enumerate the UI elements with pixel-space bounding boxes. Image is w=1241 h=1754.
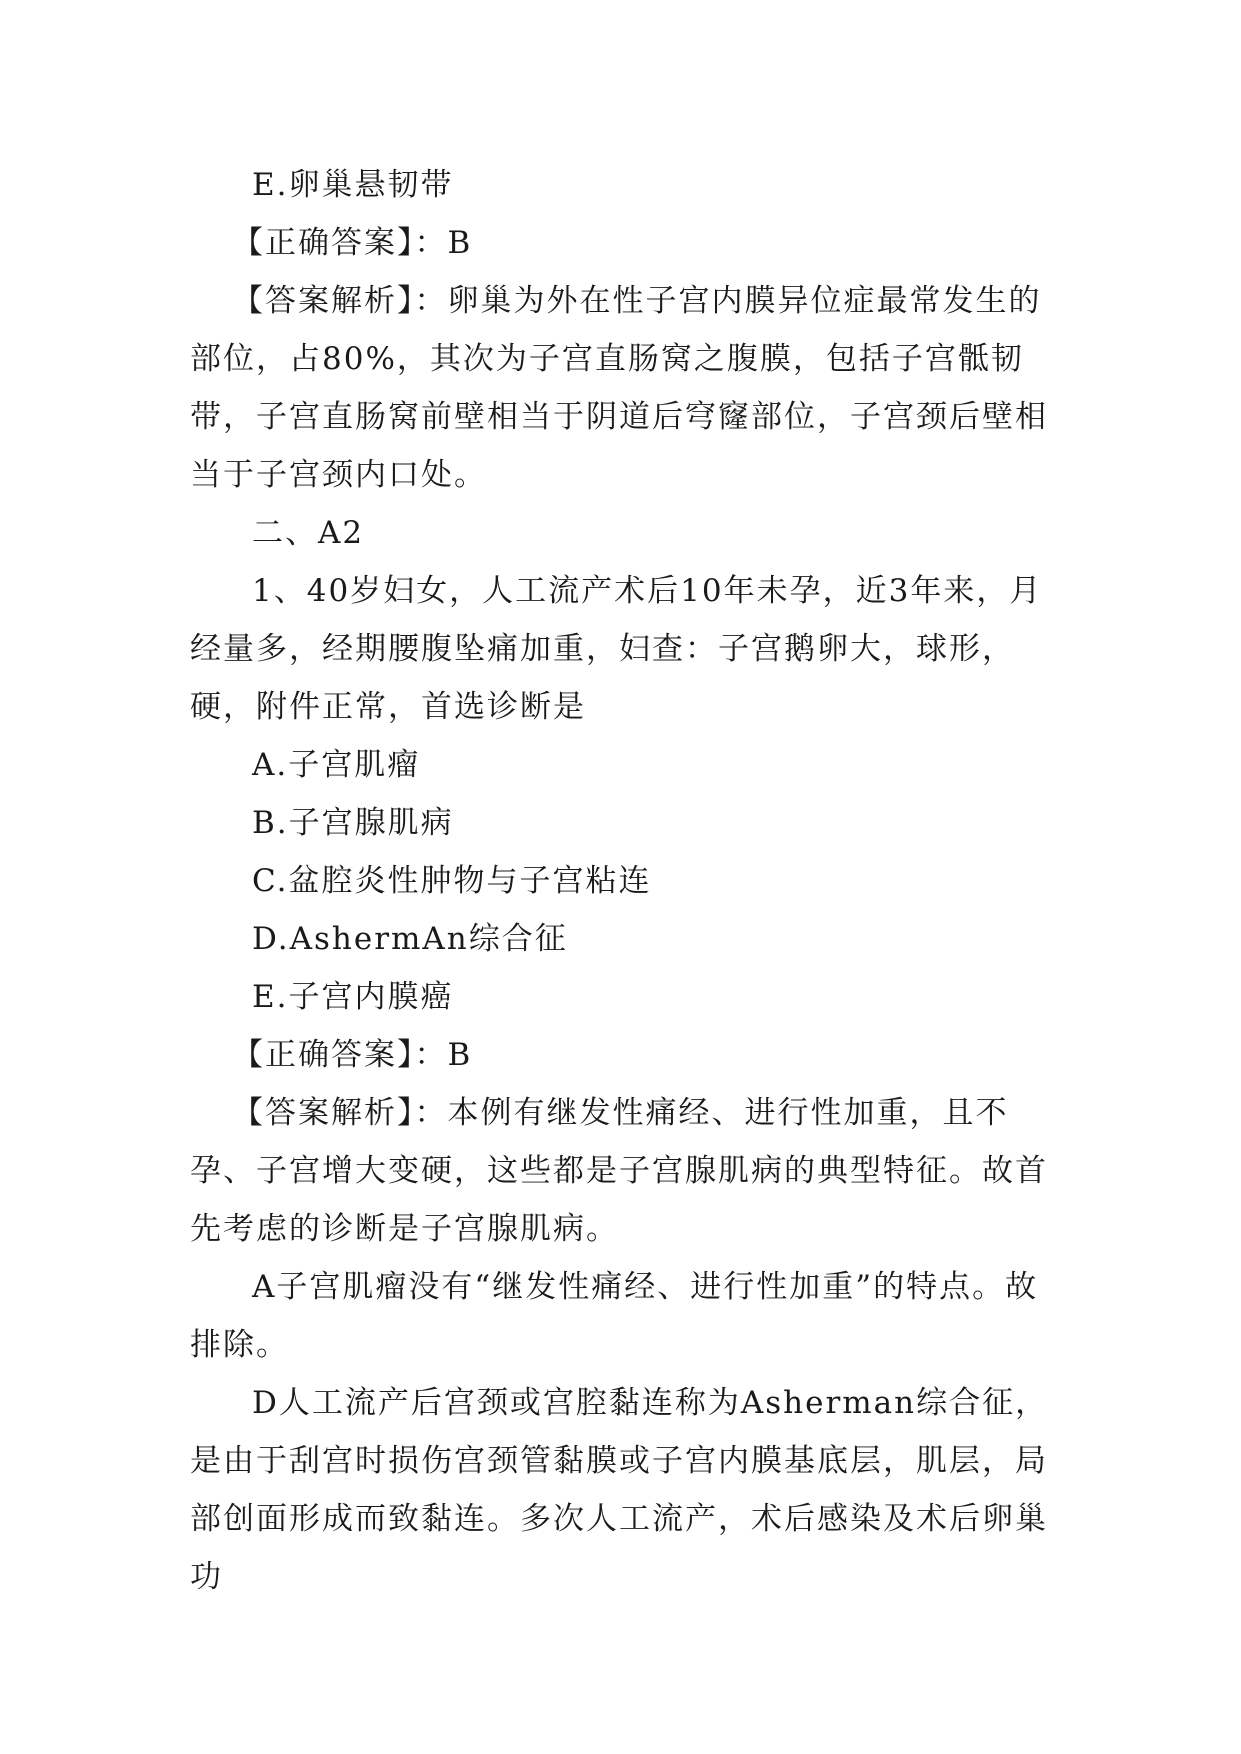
q2-option-e: E.子宫内膜癌 [252, 979, 454, 1015]
q2-stem: 1、40岁妇女，人工流产术后10年未孕，近3年来，月经量多，经期腰腹坠痛加重，妇查：子宫鹅卵大，球形，硬，附件正常，首选诊断是 [190, 573, 1043, 725]
section-heading: 二、A2 [252, 515, 365, 551]
q1-option-e: E.卵巢悬韧带 [252, 167, 454, 203]
q2-option-d: D.AshermAn综合征 [252, 921, 568, 957]
q2-option-a: A.子宫肌瘤 [252, 747, 421, 783]
q2-correct-answer: 【正确答案】：B [232, 1037, 473, 1073]
q2-option-c: C.盆腔炎性肿物与子宫粘连 [252, 863, 652, 899]
q2-analysis-option-d: D人工流产后宫颈或宫腔黏连称为Asherman综合征，是由于刮宫时损伤宫颈管黏膜或子宫内膜基底层，肌层，局部创面形成而致黏连。多次人工流产，术后感染及术后卵巢功 [190, 1385, 1049, 1595]
q1-correct-answer: 【正确答案】：B [232, 225, 473, 261]
q1-answer-analysis: 【答案解析】：卵巢为外在性子宫内膜异位症最常发生的部位，占80%，其次为子宫直肠窝之腹膜，包括子宫骶韧带，子宫直肠窝前壁相当于阴道后穹窿部位，子宫颈后壁相当于子宫颈内口处。 [190, 283, 1048, 493]
q2-answer-analysis: 【答案解析】：本例有继发性痛经、进行性加重，且不孕、子宫增大变硬，这些都是子宫腺肌病的典型特征。故首先考虑的诊断是子宫腺肌病。 [190, 1095, 1048, 1247]
q2-analysis-option-a: A子宫肌瘤没有“继发性痛经、进行性加重”的特点。故排除。 [190, 1269, 1039, 1363]
q2-option-b: B.子宫腺肌病 [252, 805, 454, 841]
